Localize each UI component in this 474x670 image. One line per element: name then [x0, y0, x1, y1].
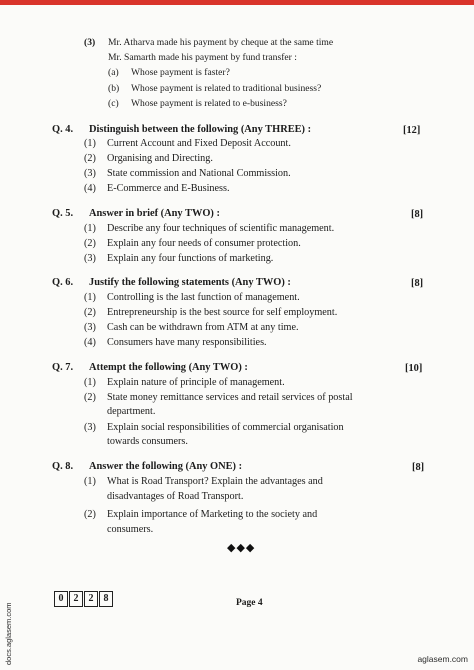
- q5-heading: Q. 5. Answer in brief (Any TWO) :: [52, 208, 220, 219]
- end-of-paper-mark: ◆◆◆: [227, 542, 256, 554]
- q4-item-2: (2) Organising and Directing.: [84, 153, 213, 164]
- paper-code-digit: 0: [54, 591, 68, 607]
- q7-marks: [10]: [405, 363, 423, 374]
- case-part-b: (b) Whose payment is related to traditional business?: [108, 83, 322, 94]
- q7-item-3-cont: towards consumers.: [107, 436, 188, 447]
- paper-code-digit: 2: [84, 591, 98, 607]
- q8-heading: Q. 8. Answer the following (Any ONE) :: [52, 461, 243, 472]
- page-number: Page 4: [236, 598, 263, 608]
- q6-item-4: (4) Consumers have many responsibilities.: [84, 337, 267, 348]
- paper-code-digit: 2: [69, 591, 83, 607]
- q5-item-2: (2) Explain any four needs of consumer protection.: [84, 238, 301, 249]
- case-line-1: (3) Mr. Atharva made his payment by cheque at the same time: [84, 37, 334, 48]
- paper-code-box: [54, 591, 114, 607]
- q6-marks: [8]: [411, 278, 424, 289]
- q5-item-1: (1) Describe any four techniques of scientific management.: [84, 223, 335, 234]
- q4-item-3: (3) State commission and National Commission.: [84, 168, 291, 179]
- q5-marks: [8]: [411, 209, 424, 220]
- q4-item-1: (1) Current Account and Fixed Deposit Account.: [84, 138, 291, 149]
- q6-heading: Q. 6. Justify the following statements (Any TWO) :: [52, 277, 291, 288]
- q6-item-2: (2) Entrepreneurship is the best source for self employment.: [84, 307, 338, 318]
- q4-marks: [12]: [403, 125, 421, 136]
- q8-item-2-cont: consumers.: [107, 524, 154, 535]
- case-part-a: (a) Whose payment is faster?: [108, 67, 230, 78]
- brand-watermark: aglasem.com: [417, 654, 468, 664]
- q6-item-3: (3) Cash can be withdrawn from ATM at any time.: [84, 322, 299, 333]
- q4-heading: Q. 4. Distinguish between the following (Any THREE) :: [52, 124, 312, 135]
- q5-item-3: (3) Explain any four functions of marketing.: [84, 253, 274, 264]
- q7-item-2-cont: department.: [107, 406, 156, 417]
- q7-item-2: (2) State money remittance services and retail services of postal: [84, 392, 353, 403]
- q8-item-1: (1) What is Road Transport? Explain the advantages and: [84, 476, 323, 487]
- q7-item-3: (3) Explain social responsibilities of commercial organisation: [84, 422, 344, 433]
- q7-item-1: (1) Explain nature of principle of management.: [84, 377, 285, 388]
- case-line-2: Mr. Samarth made his payment by fund transfer :: [108, 52, 297, 63]
- q8-item-2: (2) Explain importance of Marketing to the society and: [84, 509, 318, 520]
- q8-marks: [8]: [412, 462, 425, 473]
- q4-item-4: (4) E-Commerce and E-Business.: [84, 183, 230, 194]
- case-part-c: (c) Whose payment is related to e-business?: [108, 98, 287, 109]
- q6-item-1: (1) Controlling is the last function of management.: [84, 292, 300, 303]
- paper-code-digit: 8: [99, 591, 113, 607]
- q8-item-1-cont: disadvantages of Road Transport.: [107, 491, 244, 502]
- q7-heading: Q. 7. Attempt the following (Any TWO) :: [52, 362, 248, 373]
- side-watermark: docs.aglasem.com: [4, 602, 13, 665]
